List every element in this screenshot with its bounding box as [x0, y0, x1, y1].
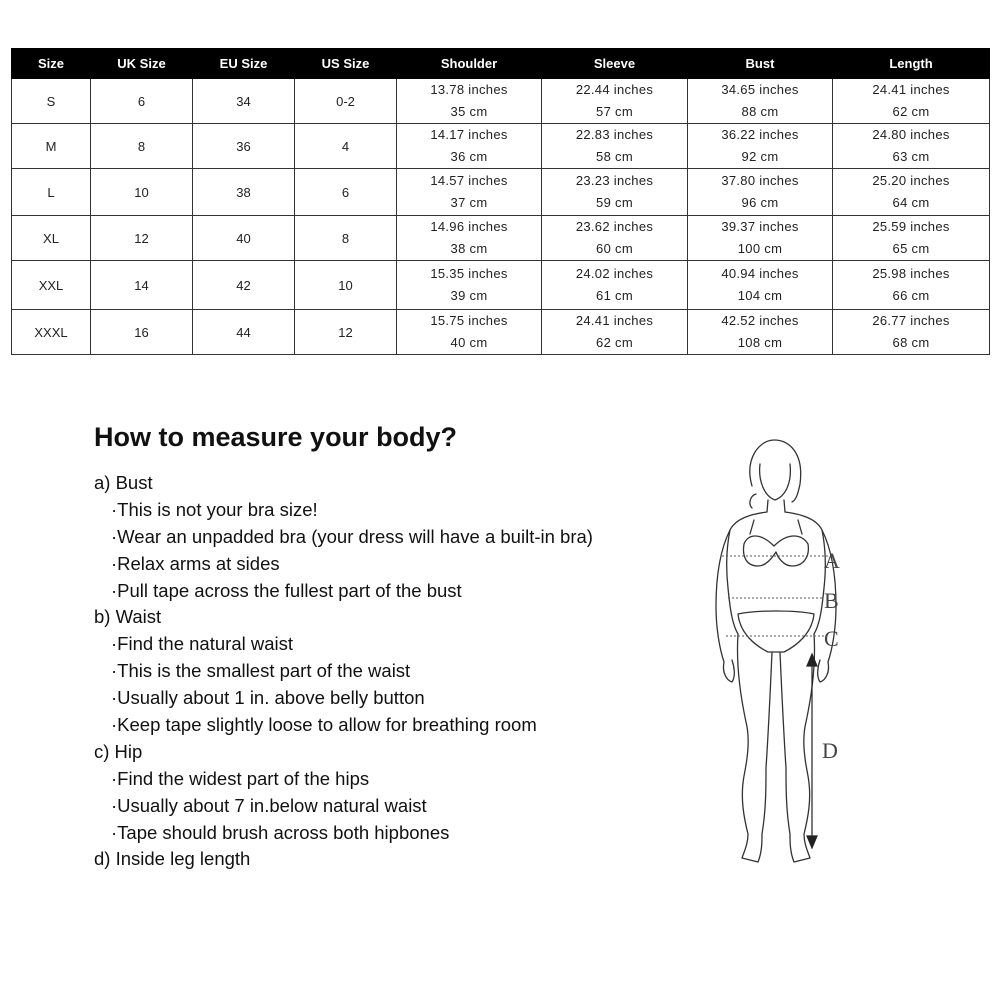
cell-length-inches: 25.59 inches	[872, 219, 950, 234]
measure-instructions	[94, 470, 593, 873]
cell-sleeve-inches: 23.23 inches	[575, 173, 654, 188]
cell-shoulder	[397, 216, 542, 261]
cell-uk-size: 10	[91, 169, 193, 216]
cell-bust-inches: 34.65 inches	[721, 82, 799, 97]
table-row	[12, 216, 990, 261]
cell-sleeve-cm: 58 cm	[596, 149, 633, 164]
cell-sleeve-inches: 23.62 inches	[575, 219, 654, 234]
cell-size: M	[12, 124, 91, 169]
instruction-bullet: ·This is not your bra size!	[111, 498, 318, 520]
cell-uk-size: 8	[91, 124, 193, 169]
cell-uk-size: 12	[91, 216, 193, 261]
cell-length-cm: 66 cm	[892, 288, 930, 303]
label-b: B	[824, 588, 839, 613]
table-body	[12, 79, 990, 355]
header-bust: Bust	[688, 49, 833, 79]
cell-length	[833, 216, 990, 261]
cell-sleeve-cm: 60 cm	[596, 241, 633, 256]
cell-length-cm: 68 cm	[892, 335, 930, 350]
cell-shoulder-cm: 39 cm	[450, 288, 488, 303]
cell-bust-inches: 42.52 inches	[721, 313, 799, 328]
instruction-bullet: ·Find the natural waist	[111, 633, 294, 655]
cell-shoulder-inches: 15.75 inches	[430, 313, 508, 328]
cell-length-cm: 65 cm	[892, 241, 930, 256]
cell-eu-size: 42	[193, 261, 295, 310]
cell-bust-inches: 40.94 inches	[721, 266, 799, 281]
cell-us-size: 6	[295, 169, 397, 216]
table-row	[12, 261, 990, 310]
cell-size: XXXL	[12, 310, 91, 355]
cell-length	[833, 79, 990, 124]
size-chart-table	[11, 48, 990, 355]
cell-sleeve-inches: 24.41 inches	[575, 313, 654, 328]
cell-length-inches: 24.41 inches	[872, 82, 950, 97]
cell-shoulder-inches: 14.57 inches	[430, 173, 508, 188]
table-row	[12, 124, 990, 169]
cell-shoulder	[397, 310, 542, 355]
cell-sleeve-cm: 57 cm	[596, 104, 633, 119]
instruction-bullet: ·Pull tape across the fullest part of the bust	[111, 579, 462, 601]
cell-length	[833, 169, 990, 216]
header-us-size: US Size	[295, 49, 397, 79]
instruction-bullet: ·This is the smallest part of the waist	[111, 660, 411, 682]
cell-sleeve	[542, 124, 688, 169]
right-leg	[780, 634, 815, 862]
instruction-heading: b) Waist	[94, 606, 162, 628]
cell-bust-inches: 36.22 inches	[721, 127, 799, 142]
cell-sleeve	[542, 169, 688, 216]
header-sleeve: Sleeve	[542, 49, 688, 79]
cell-size: XXL	[12, 261, 91, 310]
instruction-bullet: ·Tape should brush across both hipbones	[111, 821, 450, 843]
neck-outline	[767, 500, 785, 512]
cell-shoulder	[397, 169, 542, 216]
cell-shoulder-inches: 13.78 inches	[430, 82, 508, 97]
cell-bust-cm: 108 cm	[737, 335, 783, 350]
cell-sleeve	[542, 261, 688, 310]
cell-uk-size: 14	[91, 261, 193, 310]
cell-sleeve-inches: 22.83 inches	[575, 127, 654, 142]
instruction-heading: c) Hip	[94, 740, 143, 762]
cell-eu-size: 38	[193, 169, 295, 216]
cell-bust-inches: 37.80 inches	[721, 173, 799, 188]
cell-shoulder-inches: 15.35 inches	[430, 266, 508, 281]
cell-sleeve-cm: 59 cm	[596, 195, 633, 210]
cell-length-inches: 25.98 inches	[872, 266, 950, 281]
cell-us-size: 12	[295, 310, 397, 355]
cell-length	[833, 124, 990, 169]
label-a: A	[824, 548, 840, 573]
header-size: Size	[12, 49, 91, 79]
header-length: Length	[833, 49, 990, 79]
label-d: D	[822, 738, 838, 763]
cell-sleeve	[542, 79, 688, 124]
instruction-bullet: ·Usually about 1 in. above belly button	[111, 687, 425, 709]
cell-us-size: 10	[295, 261, 397, 310]
cell-bust-cm: 96 cm	[741, 195, 779, 210]
cell-length-inches: 25.20 inches	[872, 173, 950, 188]
cell-bust	[688, 261, 833, 310]
cell-bust	[688, 124, 833, 169]
cell-eu-size: 40	[193, 216, 295, 261]
cell-bust-cm: 104 cm	[737, 288, 783, 303]
cell-shoulder-cm: 37 cm	[450, 195, 488, 210]
cell-eu-size: 44	[193, 310, 295, 355]
cell-us-size: 0-2	[295, 79, 397, 124]
cell-shoulder-cm: 35 cm	[450, 104, 488, 119]
header-shoulder: Shoulder	[397, 49, 542, 79]
cell-sleeve-cm: 62 cm	[596, 335, 633, 350]
inseam-arrow-top	[807, 654, 817, 666]
instruction-bullet: ·Keep tape slightly loose to allow for breathing room	[111, 714, 537, 736]
cell-length-cm: 63 cm	[892, 149, 930, 164]
cell-sleeve-inches: 22.44 inches	[575, 82, 654, 97]
table-row	[12, 79, 990, 124]
cell-uk-size: 6	[91, 79, 193, 124]
instruction-heading: d) Inside leg length	[94, 848, 251, 870]
cell-shoulder	[397, 261, 542, 310]
cell-us-size: 8	[295, 216, 397, 261]
cell-size: XL	[12, 216, 91, 261]
label-c: C	[824, 626, 839, 651]
cell-length-cm: 62 cm	[892, 104, 930, 119]
cell-shoulder-inches: 14.96 inches	[430, 219, 508, 234]
cell-bust	[688, 169, 833, 216]
cell-bust-cm: 100 cm	[737, 241, 783, 256]
cell-bust-cm: 88 cm	[741, 104, 779, 119]
instruction-bullet: ·Usually about 7 in.below natural waist	[111, 794, 427, 816]
cell-shoulder	[397, 79, 542, 124]
cell-uk-size: 16	[91, 310, 193, 355]
header-eu-size: EU Size	[193, 49, 295, 79]
head-outline	[750, 440, 801, 508]
left-leg	[737, 634, 772, 862]
cell-sleeve-cm: 61 cm	[596, 288, 633, 303]
torso-right	[785, 512, 825, 634]
instruction-bullet: ·Find the widest part of the hips	[111, 767, 370, 789]
cell-length	[833, 310, 990, 355]
cell-shoulder-cm: 38 cm	[450, 241, 488, 256]
left-arm	[716, 530, 734, 682]
cell-length-cm: 64 cm	[892, 195, 930, 210]
cell-length-inches: 24.80 inches	[872, 127, 950, 142]
table-row	[12, 310, 990, 355]
cell-us-size: 4	[295, 124, 397, 169]
cell-bust	[688, 216, 833, 261]
cell-length-inches: 26.77 inches	[872, 313, 950, 328]
header-uk-size: UK Size	[91, 49, 193, 79]
cell-eu-size: 34	[193, 79, 295, 124]
cell-sleeve	[542, 216, 688, 261]
instruction-bullet: ·Relax arms at sides	[111, 552, 280, 574]
cell-shoulder-inches: 14.17 inches	[430, 127, 508, 142]
cell-shoulder-cm: 40 cm	[450, 335, 488, 350]
measure-title: How to measure your body?	[94, 422, 458, 452]
cell-bust	[688, 79, 833, 124]
body-measurement-figure	[700, 438, 860, 878]
cell-eu-size: 36	[193, 124, 295, 169]
underwear-outline	[738, 611, 814, 652]
cell-bust-cm: 92 cm	[741, 149, 779, 164]
cell-sleeve	[542, 310, 688, 355]
cell-size: L	[12, 169, 91, 216]
cell-shoulder	[397, 124, 542, 169]
cell-shoulder-cm: 36 cm	[450, 149, 488, 164]
inseam-arrow-bottom	[807, 836, 817, 848]
torso-left	[727, 512, 767, 634]
cell-length	[833, 261, 990, 310]
face-outline	[760, 464, 791, 500]
cell-size: S	[12, 79, 91, 124]
cell-sleeve-inches: 24.02 inches	[575, 266, 654, 281]
bra-outline	[744, 520, 809, 566]
cell-bust-inches: 39.37 inches	[721, 219, 799, 234]
cell-bust	[688, 310, 833, 355]
instruction-heading: a) Bust	[94, 472, 153, 493]
instruction-bullet: ·Wear an unpadded bra (your dress will have a built-in bra)	[111, 525, 593, 547]
table-row	[12, 169, 990, 216]
table-header-row	[12, 49, 990, 79]
